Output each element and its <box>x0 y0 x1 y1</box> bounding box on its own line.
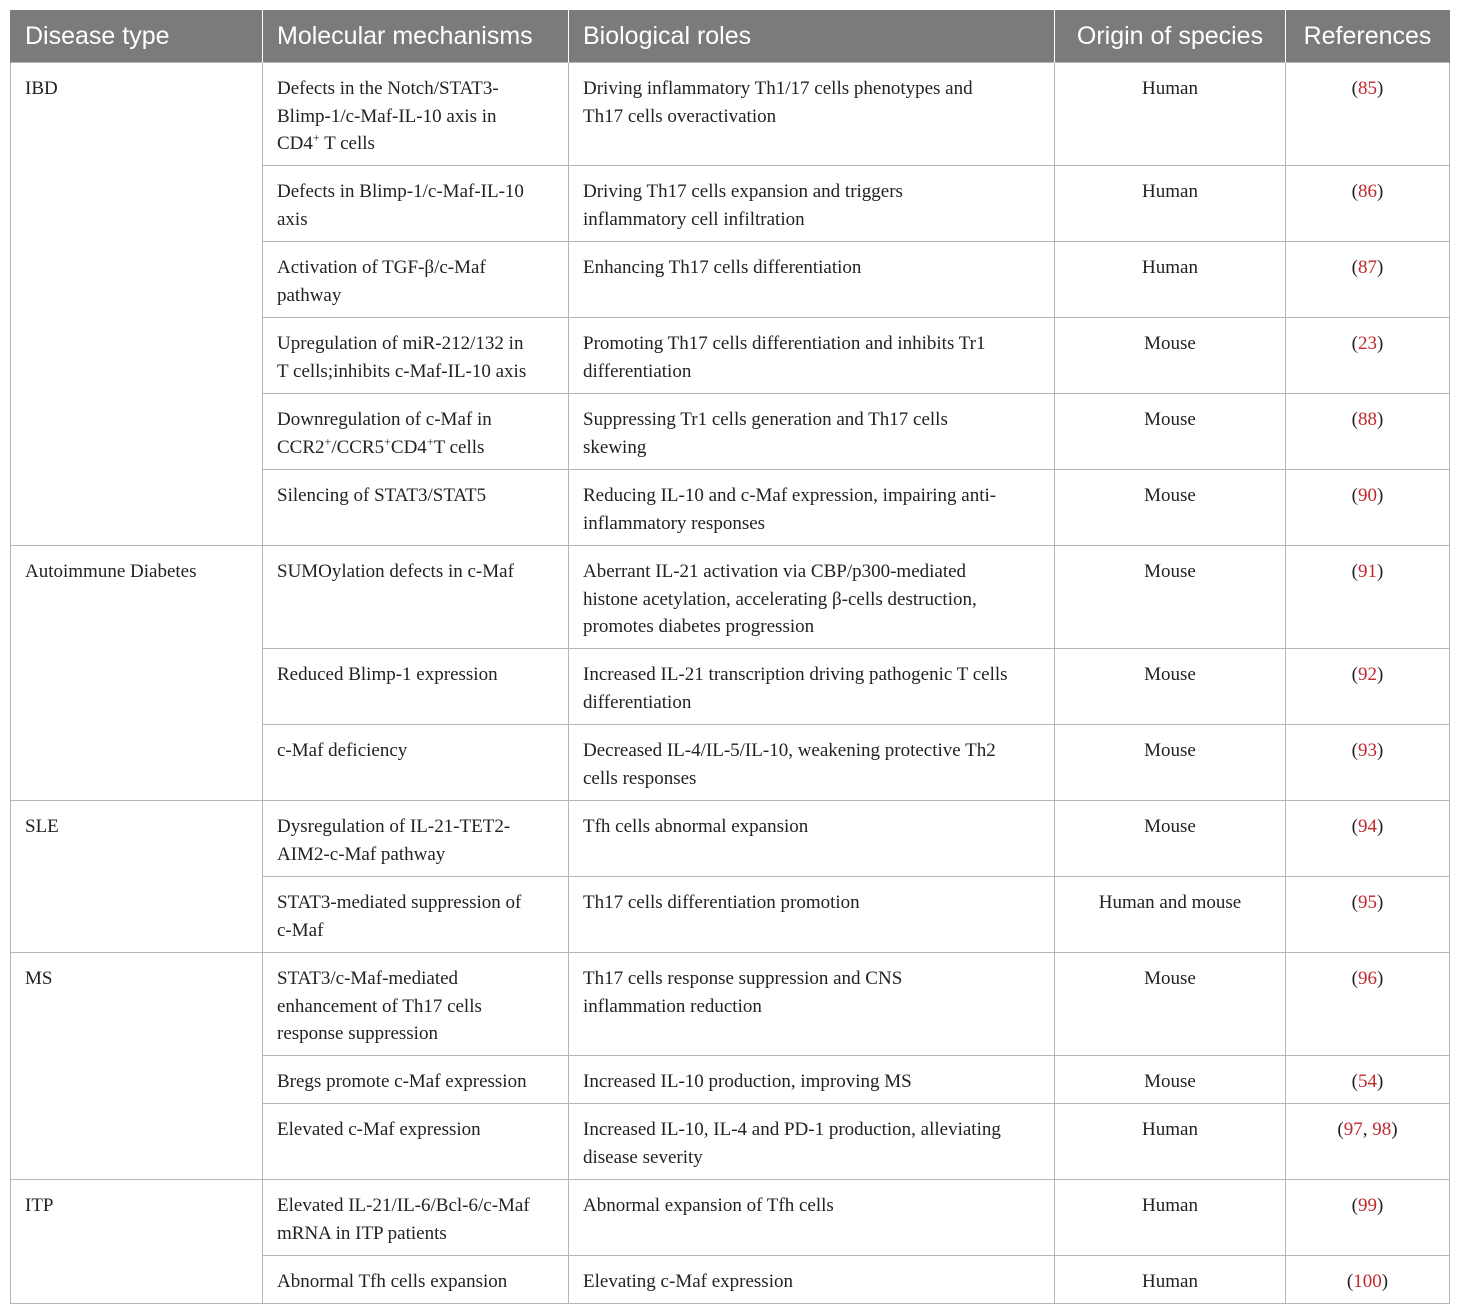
reference-cell: (100) <box>1286 1256 1450 1304</box>
mechanism-cell: Activation of TGF-β/c-Maf pathway <box>263 242 569 318</box>
reference-cell: (99) <box>1286 1180 1450 1256</box>
biological-role-cell: Increased IL-10 production, improving MS <box>569 1056 1055 1104</box>
superscript-plus: + <box>426 434 434 449</box>
biological-role-cell: Promoting Th17 cells differentiation and inhibits Tr1 differentiation <box>569 318 1055 394</box>
superscript-plus: + <box>324 434 332 449</box>
biological-role-cell: Tfh cells abnormal expansion <box>569 801 1055 877</box>
reference-link[interactable]: 90 <box>1358 485 1377 506</box>
biological-role-cell: Aberrant IL-21 activation via CBP/p300-mediated histone acetylation, accelerating β-cells destruction, promotes diabetes progression <box>569 546 1055 649</box>
table-row <box>11 546 1450 649</box>
biological-role-cell: Reducing IL-10 and c-Maf expression, impairing anti- inflammatory responses <box>569 470 1055 546</box>
mechanism-cell: STAT3-mediated suppression of c-Maf <box>263 877 569 953</box>
reference-cell: (92) <box>1286 649 1450 725</box>
disease-type-cell: ITP <box>11 1180 263 1304</box>
reference-link[interactable]: 85 <box>1358 78 1377 99</box>
mechanism-cell: Elevated c-Maf expression <box>263 1104 569 1180</box>
header-molecular-mechanisms: Molecular mechanisms <box>263 10 569 63</box>
biological-role-cell: Th17 cells differentiation promotion <box>569 877 1055 953</box>
header-origin-of-species: Origin of species <box>1055 10 1286 63</box>
reference-link[interactable]: 100 <box>1353 1271 1382 1292</box>
reference-cell: (96) <box>1286 953 1450 1056</box>
origin-cell: Mouse <box>1055 953 1286 1056</box>
origin-cell: Human <box>1055 1256 1286 1304</box>
biological-role-cell: Th17 cells response suppression and CNS inflammation reduction <box>569 953 1055 1056</box>
reference-link[interactable]: 98 <box>1372 1119 1392 1140</box>
mechanism-cell: SUMOylation defects in c-Maf <box>263 546 569 649</box>
reference-link[interactable]: 94 <box>1358 816 1377 837</box>
table-row <box>11 953 1450 1056</box>
reference-link[interactable]: 91 <box>1358 561 1377 582</box>
mechanism-cell: Bregs promote c-Maf expression <box>263 1056 569 1104</box>
mechanism-cell: Downregulation of c-Maf in CCR2+/CCR5+CD4+T cells <box>263 394 569 470</box>
disease-type-cell: SLE <box>11 801 263 953</box>
reference-cell: (54) <box>1286 1056 1450 1104</box>
reference-link[interactable]: 92 <box>1358 664 1377 685</box>
superscript-plus: + <box>384 434 391 449</box>
origin-cell: Mouse <box>1055 1056 1286 1104</box>
origin-cell: Mouse <box>1055 725 1286 801</box>
biological-role-cell: Suppressing Tr1 cells generation and Th17 cells skewing <box>569 394 1055 470</box>
mechanism-cell: Defects in the Notch/STAT3- Blimp-1/c-Maf-IL-10 axis in CD4+ T cells <box>263 63 569 166</box>
reference-link[interactable]: 97 <box>1343 1119 1363 1140</box>
table-row <box>11 63 1450 166</box>
mechanism-cell: Upregulation of miR-212/132 in T cells;inhibits c-Maf-IL-10 axis <box>263 318 569 394</box>
reference-link[interactable]: 95 <box>1358 892 1377 913</box>
table-row <box>11 801 1450 877</box>
origin-cell: Mouse <box>1055 546 1286 649</box>
reference-link[interactable]: 86 <box>1358 181 1377 202</box>
reference-link[interactable]: 99 <box>1358 1195 1377 1216</box>
reference-cell: (95) <box>1286 877 1450 953</box>
reference-cell: (93) <box>1286 725 1450 801</box>
mechanism-cell: Dysregulation of IL-21-TET2- AIM2-c-Maf pathway <box>263 801 569 877</box>
biological-role-cell: Driving inflammatory Th1/17 cells phenotypes and Th17 cells overactivation <box>569 63 1055 166</box>
header-biological-roles: Biological roles <box>569 10 1055 63</box>
disease-type-cell: MS <box>11 953 263 1180</box>
origin-cell: Human <box>1055 166 1286 242</box>
origin-cell: Human <box>1055 63 1286 166</box>
reference-link[interactable]: 54 <box>1358 1071 1377 1092</box>
reference-link[interactable]: 23 <box>1358 333 1377 354</box>
origin-cell: Mouse <box>1055 470 1286 546</box>
reference-link[interactable]: 93 <box>1358 740 1377 761</box>
mechanism-cell: Defects in Blimp-1/c-Maf-IL-10 axis <box>263 166 569 242</box>
origin-cell: Mouse <box>1055 801 1286 877</box>
origin-cell: Mouse <box>1055 394 1286 470</box>
mechanism-cell: Abnormal Tfh cells expansion <box>263 1256 569 1304</box>
disease-mechanism-table <box>10 10 1450 1304</box>
reference-cell: (97, 98) <box>1286 1104 1450 1180</box>
reference-link[interactable]: 96 <box>1358 968 1377 989</box>
mechanism-cell: STAT3/c-Maf-mediated enhancement of Th17 cells response suppression <box>263 953 569 1056</box>
mechanism-cell: Reduced Blimp-1 expression <box>263 649 569 725</box>
reference-cell: (86) <box>1286 166 1450 242</box>
reference-cell: (94) <box>1286 801 1450 877</box>
reference-cell: (85) <box>1286 63 1450 166</box>
reference-cell: (88) <box>1286 394 1450 470</box>
table-header <box>11 10 1450 63</box>
disease-type-cell: Autoimmune Diabetes <box>11 546 263 801</box>
biological-role-cell: Increased IL-21 transcription driving pathogenic T cells differentiation <box>569 649 1055 725</box>
origin-cell: Mouse <box>1055 318 1286 394</box>
table-row <box>11 1180 1450 1256</box>
mechanism-cell: Silencing of STAT3/STAT5 <box>263 470 569 546</box>
biological-role-cell: Abnormal expansion of Tfh cells <box>569 1180 1055 1256</box>
header-disease-type: Disease type <box>11 10 263 63</box>
origin-cell: Human <box>1055 1180 1286 1256</box>
mechanism-cell: c-Maf deficiency <box>263 725 569 801</box>
origin-cell: Mouse <box>1055 649 1286 725</box>
reference-link[interactable]: 88 <box>1358 409 1377 430</box>
header-row <box>11 10 1450 63</box>
mechanism-cell: Elevated IL-21/IL-6/Bcl-6/c-Maf mRNA in ITP patients <box>263 1180 569 1256</box>
origin-cell: Human <box>1055 1104 1286 1180</box>
reference-cell: (91) <box>1286 546 1450 649</box>
origin-cell: Human and mouse <box>1055 877 1286 953</box>
origin-cell: Human <box>1055 242 1286 318</box>
biological-role-cell: Enhancing Th17 cells differentiation <box>569 242 1055 318</box>
reference-cell: (23) <box>1286 318 1450 394</box>
biological-role-cell: Increased IL-10, IL-4 and PD-1 production, alleviating disease severity <box>569 1104 1055 1180</box>
biological-role-cell: Decreased IL-4/IL-5/IL-10, weakening protective Th2 cells responses <box>569 725 1055 801</box>
header-references: References <box>1286 10 1450 63</box>
reference-cell: (87) <box>1286 242 1450 318</box>
superscript-plus: + <box>312 130 320 145</box>
reference-cell: (90) <box>1286 470 1450 546</box>
biological-role-cell: Elevating c-Maf expression <box>569 1256 1055 1304</box>
table-body <box>11 63 1450 1304</box>
biological-role-cell: Driving Th17 cells expansion and triggers inflammatory cell infiltration <box>569 166 1055 242</box>
reference-link[interactable]: 87 <box>1358 257 1377 278</box>
disease-type-cell: IBD <box>11 63 263 546</box>
